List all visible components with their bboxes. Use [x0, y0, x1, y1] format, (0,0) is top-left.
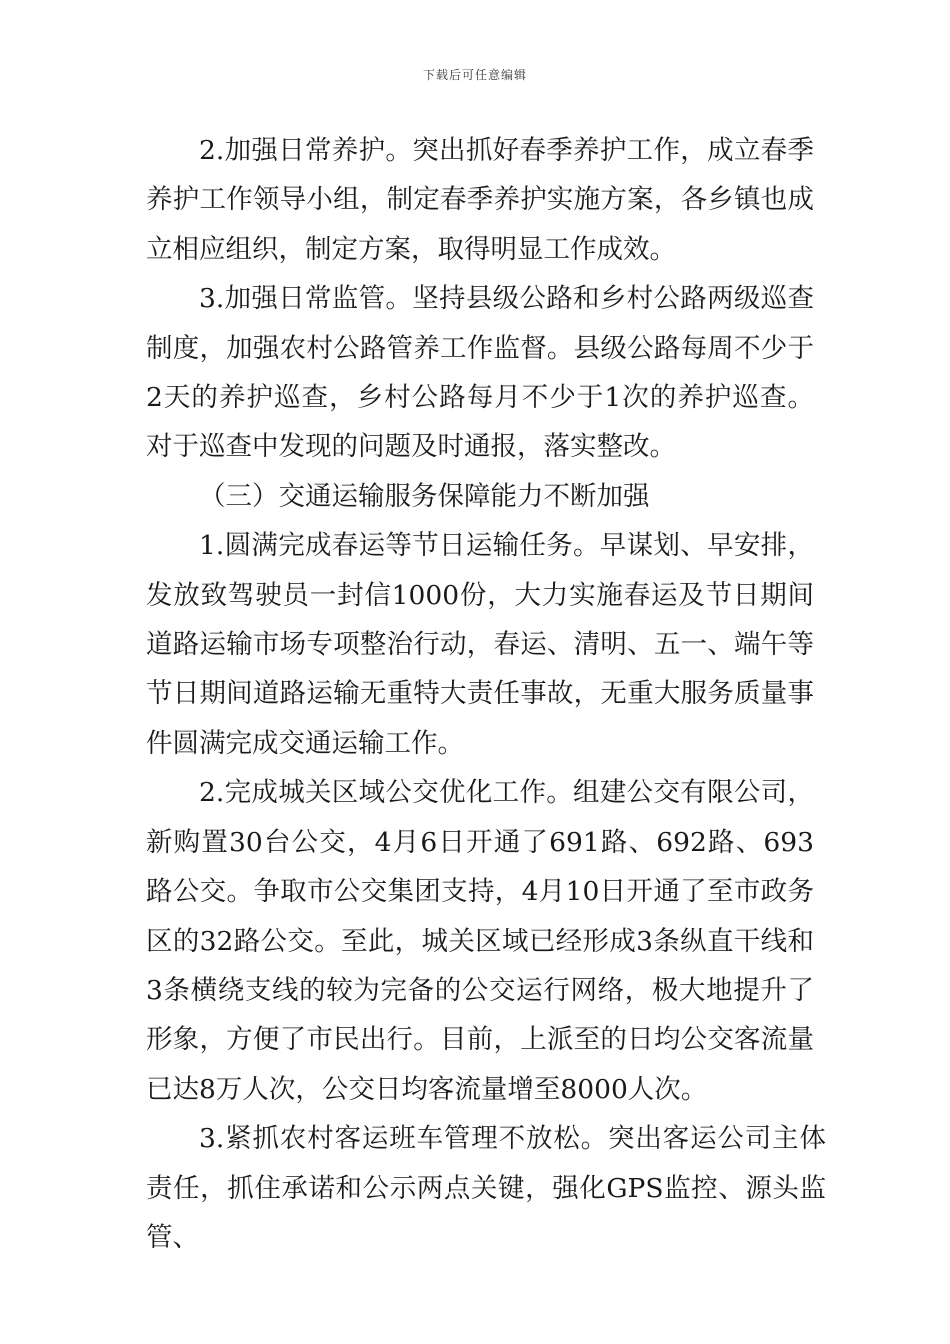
paragraph-daily-maintenance: 2.加强日常养护。突出抓好春季养护工作，成立春季养护工作领导小组，制定春季养护实施方案，各乡镇也成立相应组织，制定方案，取得明显工作成效。 — [146, 135, 814, 265]
paragraph-spring-festival-transport: 1.圆满完成春运等节日运输任务。早谋划、早安排，发放致驾驶员一封信1000份，大力实施春运及节日期间道路运输市场专项整治行动，春运、清明、五一、端午等节日期间道路运输无重特大责任事故，无重大服务质量事件圆满完成交通运输工作。 — [146, 530, 814, 759]
paragraph-bus-optimization: 2.完成城关区域公交优化工作。组建公交有限公司，新购置30台公交，4月6日开通了691路、692路、693路公交。争取市公交集团支持，4月10日开通了至市政务区的32路公交。至此，城关区域已经形成3条纵直干线和3条横绕支线的较为完备的公交运行网络，极大地提升了形象，方便了市民出行。目前，上派至的日均公交客流量已达8万人次，公交日均客流量增至8000人次。 — [146, 777, 814, 1105]
section-heading-transport-service: （三）交通运输服务保障能力不断加强 — [199, 480, 650, 512]
paragraph-daily-supervision: 3.加强日常监管。坚持县级公路和乡村公路两级巡查制度，加强农村公路管养工作监督。县级公路每周不少于2天的养护巡查，乡村公路每月不少于1次的养护巡查。对于巡查中发现的问题及时通报，落实整改。 — [146, 283, 814, 463]
document-body — [146, 126, 826, 1262]
paragraph-rural-bus-management: 3.紧抓农村客运班车管理不放松。突出客运公司主体责任，抓住承诺和公示两点关键，强化GPS监控、源头监管、 — [146, 1123, 826, 1253]
page-header: 下载后可任意编辑 — [422, 68, 527, 82]
